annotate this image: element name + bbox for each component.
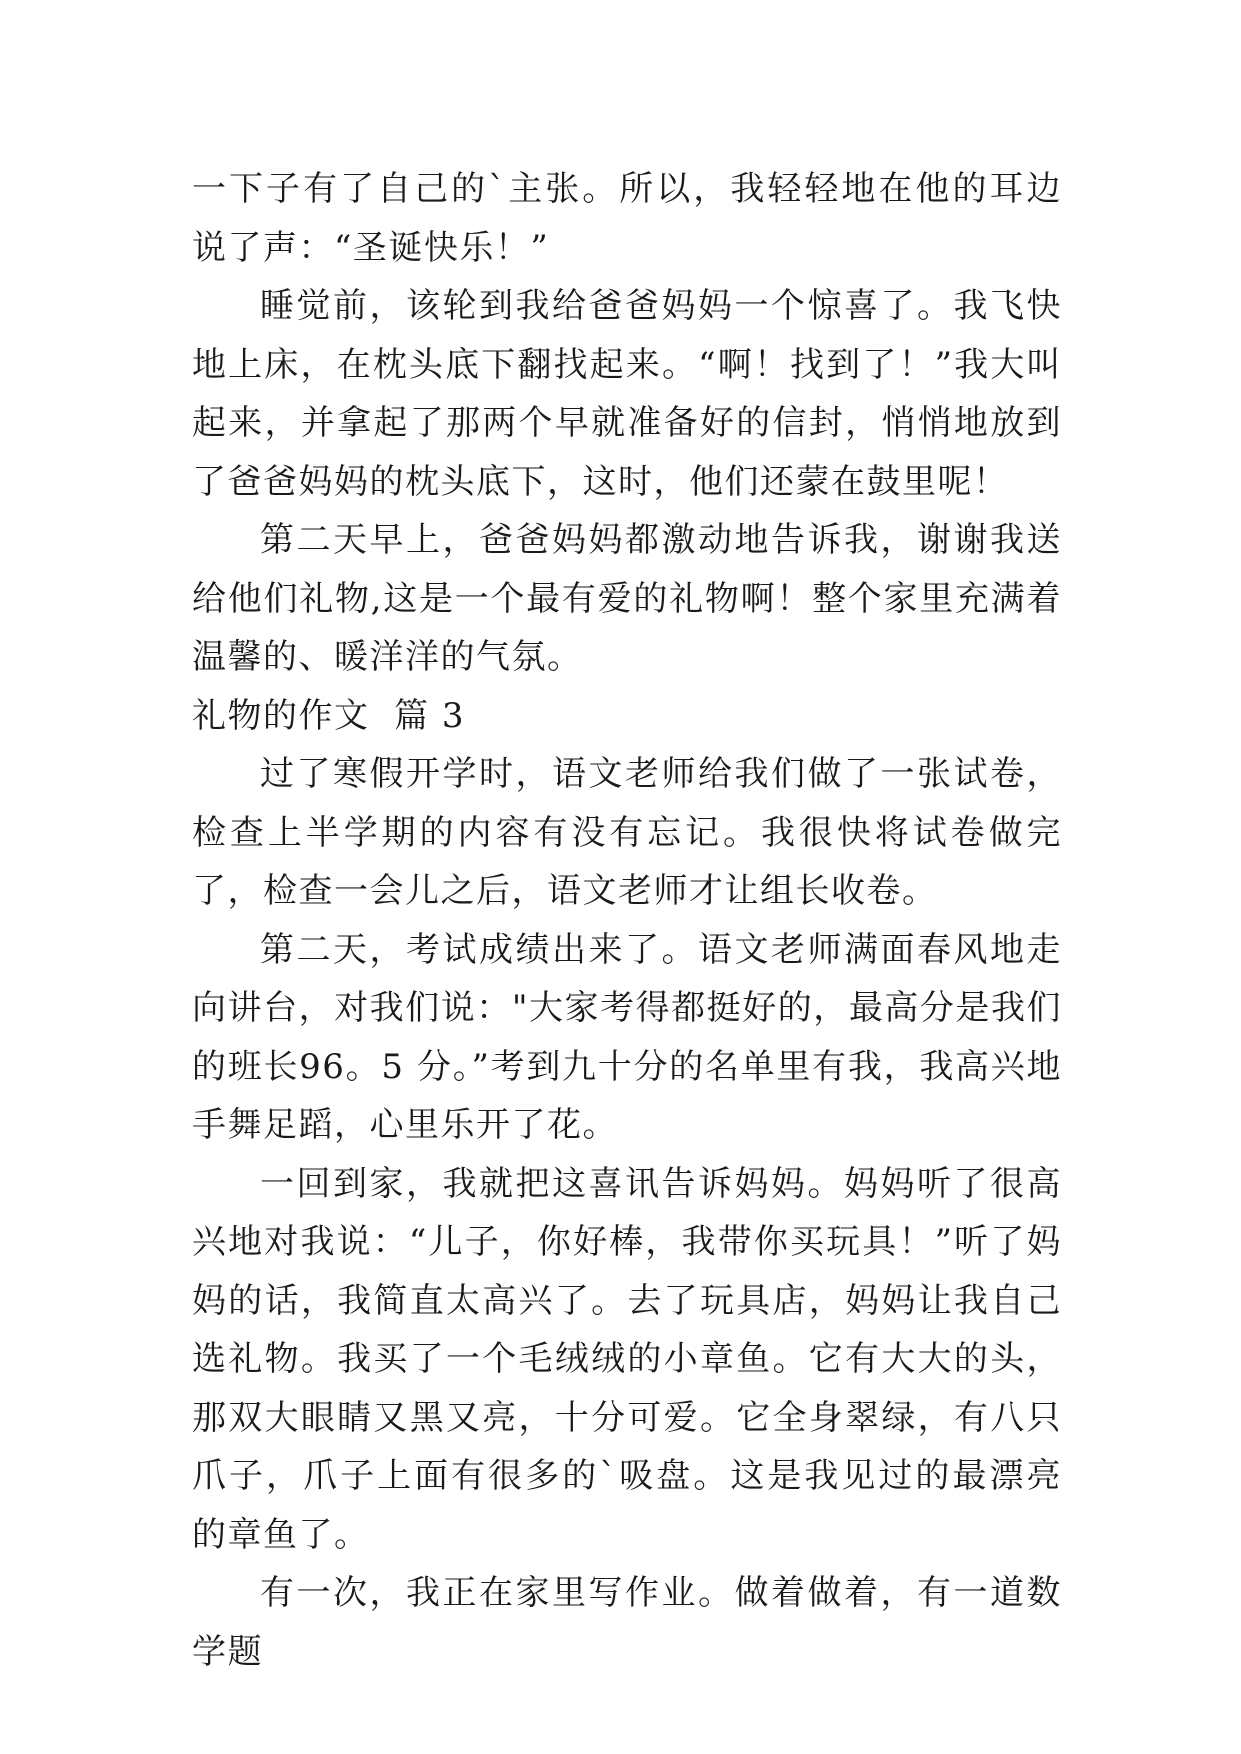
paragraph: 第二天，考试成绩出来了。语文老师满面春风地走向讲台，对我们说："大家考得都挺好的，最高分是我们的班长96。5 分。”考到九十分的名单里有我，我高兴地手舞足蹈，心里乐开了花。 [192,929,1062,1145]
document-body [192,160,1062,1681]
section-heading: 礼物的作文 篇 3 [192,695,466,736]
paragraph: 一下子有了自己的`主张。所以，我轻轻地在他的耳边说了声：“圣诞快乐！” [192,169,1062,268]
paragraph: 第二天早上，爸爸妈妈都激动地告诉我，谢谢我送给他们礼物,这是一个最有爱的礼物啊！整个家里充满着温馨的、暖洋洋的气氛。 [192,520,1062,677]
paragraph: 有一次，我正在家里写作业。做着做着，有一道数学题 [192,1573,1062,1672]
paragraph: 过了寒假开学时，语文老师给我们做了一张试卷，检查上半学期的内容有没有忘记。我很快将试卷做完了，检查一会儿之后，语文老师才让组长收卷。 [192,754,1062,911]
paragraph: 睡觉前，该轮到我给爸爸妈妈一个惊喜了。我飞快地上床，在枕头底下翻找起来。“啊！找到了！”我大叫起来，并拿起了那两个早就准备好的信封，悄悄地放到了爸爸妈妈的枕头底下，这时，他们还蒙在鼓里呢！ [192,286,1062,502]
paragraph: 一回到家，我就把这喜讯告诉妈妈。妈妈听了很高兴地对我说：“儿子，你好棒，我带你买玩具！”听了妈妈的话，我简直太高兴了。去了玩具店，妈妈让我自己选礼物。我买了一个毛绒绒的小章鱼。它有大大的头，那双大眼睛又黑又亮，十分可爱。它全身翠绿，有八只爪子，爪子上面有很多的`吸盘。这是我见过的最漂亮的章鱼了。 [192,1163,1062,1555]
